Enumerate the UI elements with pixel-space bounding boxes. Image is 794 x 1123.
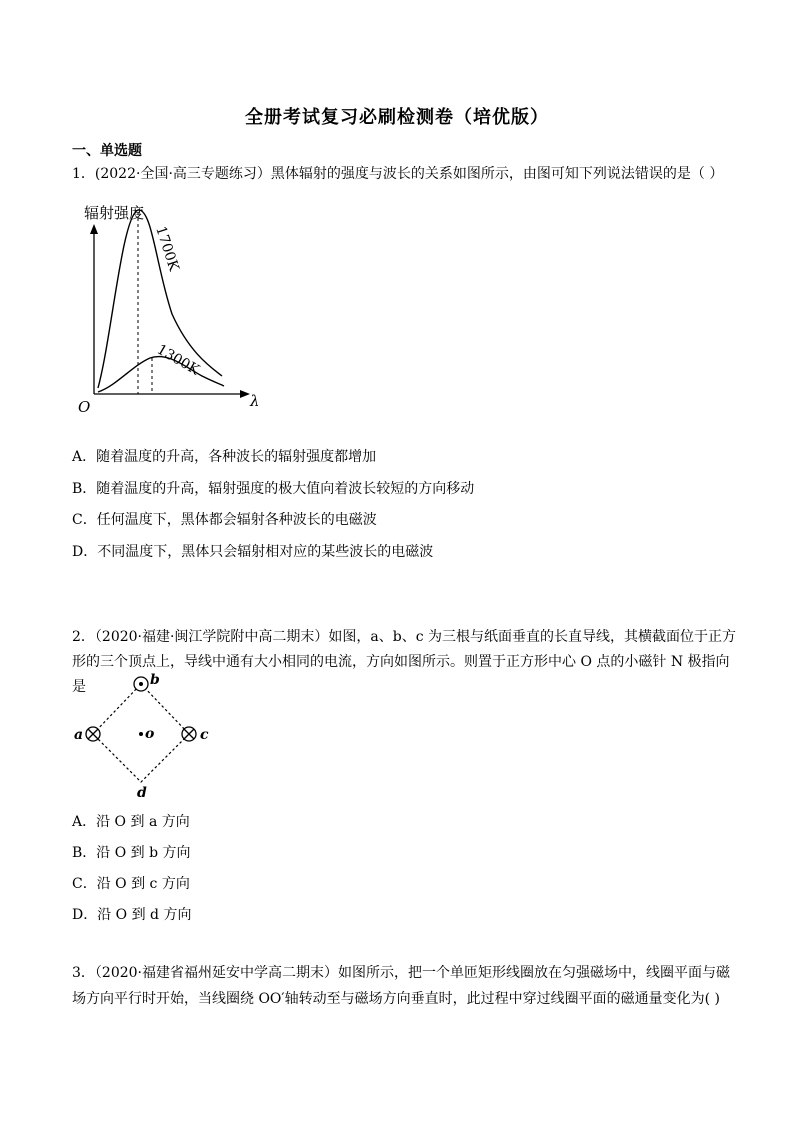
question-3-stem-line-1: 3．（2020·福建省福州延安中学高二期末）如图所示，把一个单匝矩形线圈放在匀强磁场中，线圈平面与磁 [72,965,730,981]
q2-option-d: D．沿 O 到 d 方向 [72,907,192,923]
label-d: d [137,785,147,798]
section-heading: 一、单选题 [72,143,142,159]
y-axis-arrow [90,224,98,234]
q2-option-c: C．沿 O 到 c 方向 [72,876,190,892]
page-title: 全册考试复习必刷检测卷（培优版） [245,107,549,128]
x-axis-arrow [240,390,250,398]
q1-option-a: A．随着温度的升高，各种波长的辐射强度都增加 [72,449,377,465]
origin-label: O [78,398,91,416]
label-a: a [74,727,84,743]
center-point-o [139,732,143,736]
q1-option-d: D．不同温度下，黑体只会辐射相对应的某些波长的电磁波 [72,544,434,560]
q2-option-b: B．沿 O 到 b 方向 [72,845,191,861]
q1-option-b: B．随着温度的升高，辐射强度的极大值向着波长较短的方向移动 [72,481,475,497]
curve-label-1700k: 1700K [152,224,182,274]
x-axis-label: λ [250,392,260,410]
question-2-stem-line-1: 2．（2020·福建·闽江学院附中高二期末）如图，a、b、c 为三根与纸面垂直的长直导线，其横截面位于正方 [72,629,737,645]
wire-c-into-icon [182,727,196,741]
curve-label-1300k: 1300K [154,341,202,379]
question-3-stem-line-2: 场方向平行时开始，当线圈绕 OO′轴转动至与磁场方向垂直时，此过程中穿过线圈平面的磁通量变化为( ) [72,991,720,1007]
label-c: c [200,727,209,743]
q2-option-a: A．沿 O 到 a 方向 [72,814,190,830]
wire-a-into-icon [86,727,100,741]
label-o: o [145,726,155,742]
y-axis-label: 辐射强度 [84,204,145,222]
question-2-stem-line-3: 是 [72,679,86,695]
blackbody-radiation-graph [72,196,262,418]
label-b: b [150,672,160,688]
q1-option-c: C．任何温度下，黑体都会辐射各种波长的电磁波 [72,512,377,528]
question-1-stem: 1．(2022·全国·高三专题练习）黑体辐射的强度与波长的关系如图所示，由图可知下列说法错误的是（ ） [72,166,724,182]
square-wires-diagram [70,670,220,798]
question-2-stem-line-2: 形的三个顶点上，导线中通有大小相同的电流，方向如图所示。则置于正方形中心 O 点的小磁针 N 极指向 [72,654,730,670]
